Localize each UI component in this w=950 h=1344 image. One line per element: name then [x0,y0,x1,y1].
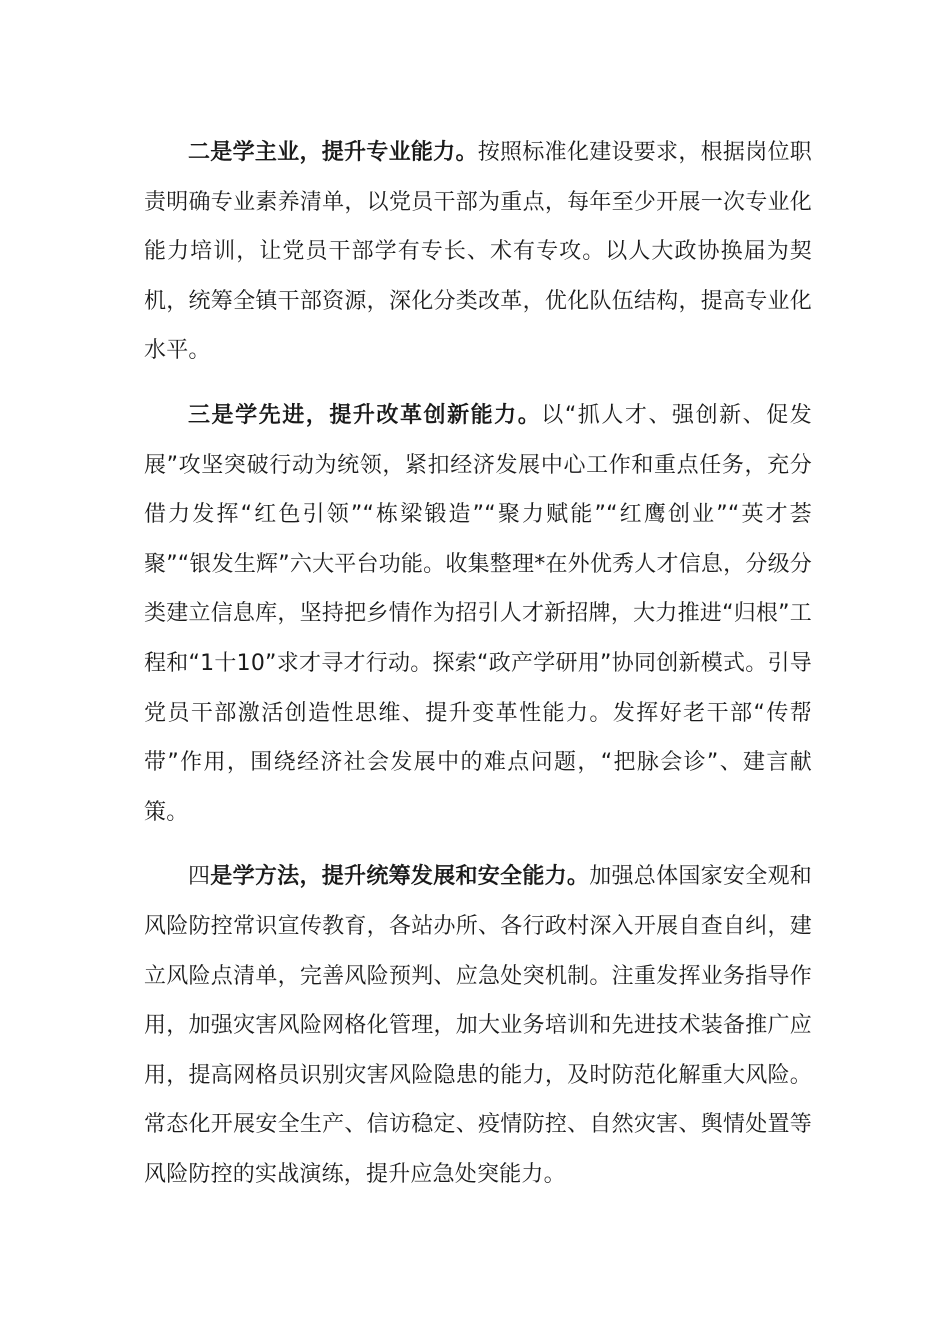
paragraph-text: 按照标准化建设要求，根据岗位职责明确专业素养清单，以党员干部为重点，每年至少开展一次专业化能力培训，让党员干部学有专长、术有专攻。以人大政协换届为契机，统筹全镇干部资源，深化分类改革，优化队伍结构，提高专业化水平。 [144,140,812,364]
paragraph-lead-number: 四 [188,864,211,890]
paragraph-lead-heading: 三是学先进，提升改革创新能力。 [188,402,542,428]
paragraph-study-main-business [144,128,812,376]
paragraph-lead-heading: 二是学主业，提升专业能力。 [188,140,478,165]
document-body [144,128,812,1214]
paragraph-study-methods [144,852,812,1199]
paragraph-text: 以“抓人才、强创新、促发展”攻坚突破行动为统领，紧扣经济发展中心工作和重点任务，充分借力发挥“红色引领”“栋梁锻造”“聚力赋能”“红鹰创业”“英才荟聚”“银发生辉”六大平台功能。收集整理*在外优秀人才信息，分级分类建立信息库，坚持把乡情作为招引人才新招牌，大力推进“归根”工程和“1十10”求才寻才行动。探索“政产学研用”协同创新模式。引导党员干部激活创造性思维、提升变革性能力。发挥好老干部“传帮带”作用，围绕经济社会发展中的难点问题，“把脉会诊”、建言献策。 [144,402,812,825]
paragraph-lead-heading: 是学方法，提升统筹发展和安全能力。 [210,864,590,890]
paragraph-study-advanced [144,391,812,837]
paragraph-text: 加强总体国家安全观和风险防控常识宣传教育，各站办所、各行政村深入开展自查自纠，建立风险点清单，完善风险预判、应急处突机制。注重发挥业务指导作用，加强灾害风险网格化管理，加大业务培训和先进技术装备推广应用，提高网格员识别灾害风险隐患的能力，及时防范化解重大风险。常态化开展安全生产、信访稳定、疫情防控、自然灾害、舆情处置等风险防控的实战演练，提升应急处突能力。 [144,864,812,1187]
